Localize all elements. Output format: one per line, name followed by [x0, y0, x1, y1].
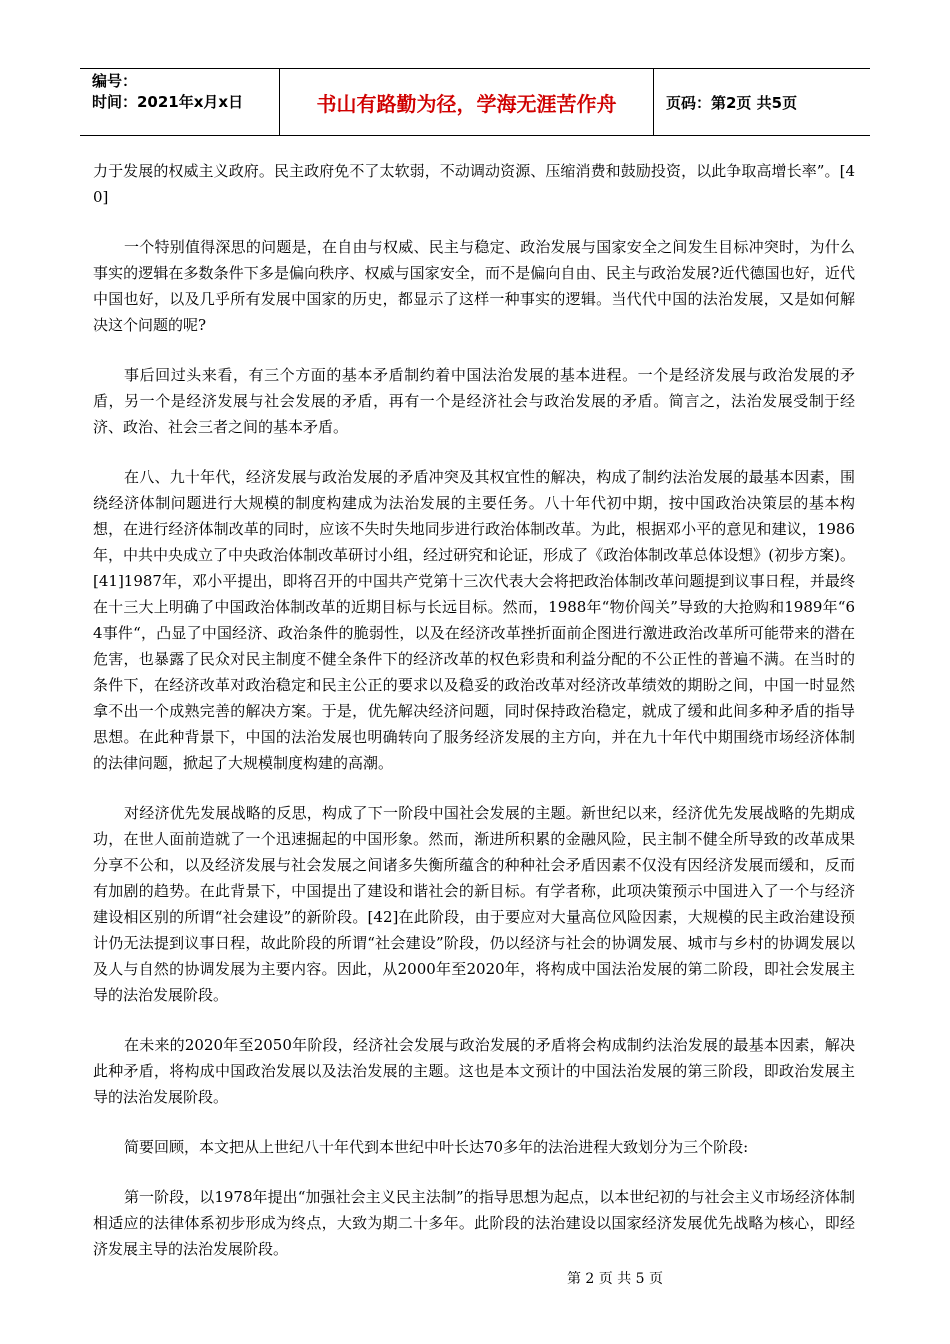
document-number-label: 编号：	[92, 72, 138, 90]
page-footer: 第 2 页 共 5 页	[566, 1271, 664, 1287]
header-motto: 书山有路勤为径，学海无涯苦作舟	[280, 69, 654, 135]
paragraph: 力于发展的权威主义政府。民主政府免不了太软弱，不动调动资源、压缩消费和鼓励投资，以此争取高增长率”。[40]	[93, 162, 855, 206]
document-body	[93, 158, 855, 1286]
paragraph: 事后回过头来看，有三个方面的基本矛盾制约着中国法治发展的基本进程。一个是经济发展与政治发展的矛盾，另一个是经济发展与社会发展的矛盾，再有一个是经济社会与政治发展的矛盾。简言之，法治发展受制于经济、政治、社会三者之间的基本矛盾。	[93, 366, 855, 436]
paragraph: 一个特别值得深思的问题是，在自由与权威、民主与稳定、政治发展与国家安全之间发生目标冲突时，为什么事实的逻辑在多数条件下多是偏向秩序、权威与国家安全，而不是偏向自由、民主与政治发展?近代德国也好，近代中国也好，以及几乎所有发展中国家的历史，都显示了这样一种事实的逻辑。当代代中国的法治发展，又是如何解决这个问题的呢?	[93, 238, 855, 334]
header-info	[80, 69, 280, 135]
header-page-number: 页码：第2页 共5页	[666, 93, 798, 112]
paragraph: 在未来的2020年至2050年阶段，经济社会发展与政治发展的矛盾将会构成制约法治发展的最基本因素，解决此种矛盾，将构成中国政治发展以及法治发展的主题。这也是本文预计的中国法治发展的第三阶段，即政治发展主导的法治发展阶段。	[93, 1036, 855, 1106]
paragraph: 简要回顾，本文把从上世纪八十年代到本世纪中叶长达70多年的法治进程大致划分为三个阶段:	[124, 1138, 749, 1156]
paragraph: 第一阶段，以1978年提出“加强社会主义民主法制”的指导思想为起点，以本世纪初的与社会主义市场经济体制相适应的法律体系初步形成为终点，大致为期二十多年。此阶段的法治建设以国家经济发展优先战略为核心，即经济发展主导的法治发展阶段。	[93, 1188, 855, 1258]
paragraph: 对经济优先发展战略的反思，构成了下一阶段中国社会发展的主题。新世纪以来，经济优先发展战略的先期成功，在世人面前造就了一个迅速掘起的中国形象。然而，渐进所积累的金融风险，民主制不健全所导致的改革成果分享不公和，以及经济发展与社会发展之间诸多失衡所蕴含的种种社会矛盾因素不仅没有因经济发展而缓和，反而有加剧的趋势。在此背景下，中国提出了建设和谐社会的新目标。有学者称，此项决策预示中国进入了一个与经济建设相区别的所谓“社会建设”的新阶段。[42]在此阶段，由于要应对大量高位风险因素，大规模的民主政治建设预计仍无法提到议事日程，故此阶段的所谓“社会建设”阶段，仍以经济与社会的协调发展、城市与乡村的协调发展以及人与自然的协调发展为主要内容。因此，从2000年至2020年，将构成中国法治发展的第二阶段，即社会发展主导的法治发展阶段。	[93, 804, 855, 1004]
date-label: 时间：2021年x月x日	[92, 93, 244, 111]
page-header	[80, 68, 870, 136]
paragraph: 在八、九十年代，经济发展与政治发展的矛盾冲突及其权宜性的解决，构成了制约法治发展的最基本因素，围绕经济体制问题进行大规模的制度构建成为法治发展的主要任务。八十年代初中期，按中国政治决策层的基本构想，在进行经济体制改革的同时，应该不失时失地同步进行政治体制改革。为此，根据邓小平的意见和建议，1986年，中共中央成立了中央政治体制改革研讨小组，经过研究和论证，形成了《政治体制改革总体设想》(初步方案)。[41]1987年，邓小平提出，即将召开的中国共产党第十三次代表大会将把政治体制改革问题提到议事日程，并最终在十三大上明确了中国政治体制改革的近期目标与长远目标。然而，1988年“物价闯关”导致的大抢购和1989年“64事件“，凸显了中国经济、政治条件的脆弱性，以及在经济改革挫折面前企图进行激进政治改革所可能带来的潜在危害，也暴露了民众对民主制度不健全条件下的经济改革的权色彩贵和利益分配的不公正性的普遍不满。在当时的条件下，在经济改革对政治稳定和民主公正的要求以及稳妥的政治改革对经济改革绩效的期盼之间，中国一时显然拿不出一个成熟完善的解决方案。于是，优先解决经济问题，同时保持政治稳定，就成了缓和此间多种矛盾的指导思想。在此种背景下，中国的法治发展也明确转向了服务经济发展的主方向，并在九十年代中期围绕市场经济体制的法律问题，掀起了大规模制度构建的高潮。	[93, 468, 855, 772]
